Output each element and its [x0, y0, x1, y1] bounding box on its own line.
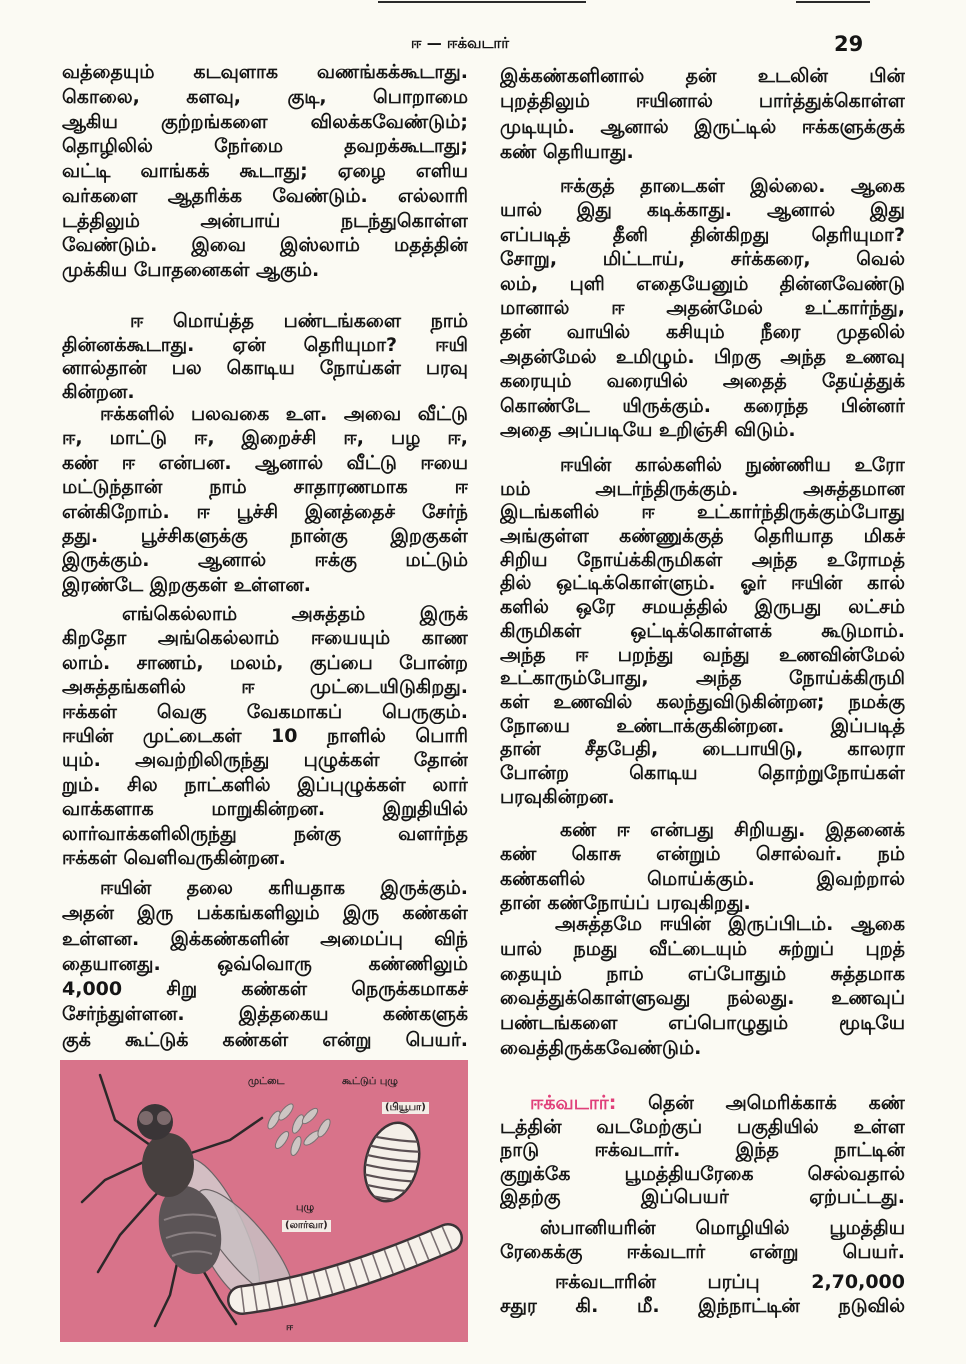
text-line: ரேகைக்கு ஈக்வடார் என்று பெயர்.	[500, 1241, 905, 1263]
paragraph	[62, 602, 468, 870]
paragraph	[62, 310, 468, 405]
text-line: யால் நமது வீட்டையும் சுற்றுப் புறத்	[500, 937, 905, 960]
text-line: குறுக்கே பூமத்தியரேகை செல்வதால்	[500, 1162, 905, 1185]
text-line: அங்குள்ள கண்ணுக்குத் தெரியாத மிகச்	[500, 525, 905, 548]
text-line: போன்ற கொடிய தொற்றுநோய்கள்	[500, 761, 905, 784]
text-line: குக் கூட்டுக் கண்கள் என்று பெயர்.	[62, 1028, 468, 1051]
paragraph	[500, 64, 905, 165]
text-line: நோயை உண்டாக்குகின்றன. இப்படித்	[500, 714, 905, 737]
text-line: தையானது. ஒவ்வொரு கண்ணிலும்	[62, 952, 468, 975]
text-line: வத்தையும் கடவுளாக வணங்கக்கூடாது.	[62, 61, 468, 83]
text-line: கொண்டே யிருக்கும். கரைந்த பின்னர்	[500, 394, 905, 417]
text-line: ஈக்களில் பலவகை உள. அவை வீட்டு	[100, 403, 468, 425]
text-line: அந்த ஈ பறந்து வந்து உணவின்மேல்	[500, 643, 905, 666]
text-line: ஆகிய குற்றங்களை விலக்கவேண்டும்;	[62, 110, 468, 133]
text-line: சதுர கி. மீ. இந்நாட்டின் நடுவில்	[500, 1295, 905, 1317]
text-line: யும். அவற்றிலிருந்து புழுக்கள் தோன்	[62, 749, 468, 772]
text-line: கண் ஈ என்பது சிறியது. இதனைக்	[560, 819, 905, 841]
text-line: இக்கண்களினால் தன் உடலின் பின்	[500, 65, 905, 87]
text-line: தான் சீதபேதி, டைபாயிடு, காலரா	[500, 738, 905, 761]
text-line: னால்தான் பல கொடிய நோய்கள் பரவு	[62, 357, 468, 380]
text-line: ஸ்பானியரின் மொழியில் பூமத்திய	[540, 1217, 905, 1239]
text-line: புறத்திலும் ஈயினால் பார்த்துக்கொள்ள	[500, 90, 905, 113]
text-line: ஈ, மாட்டு ஈ, இறைச்சி ஈ, பழ ஈ,	[62, 427, 468, 450]
text-line: சிறிய நோய்க்கிருமிகள் அந்த உரோமத்	[500, 548, 905, 571]
text-line: ஈ மொய்த்த பண்டங்களை நாம்	[130, 310, 468, 332]
text-line: வட்டி வாங்கக் கூடாது; ஏழை எளிய	[62, 160, 468, 182]
pupa-label: கூட்டுப் புழு	[342, 1076, 398, 1087]
text-line: லம், புளி எதையேனும் தின்னவேண்டு	[500, 272, 905, 295]
paragraph	[500, 818, 905, 915]
text-line: லாம். சாணம், மலம், குப்பை போன்ற	[62, 651, 468, 674]
text-line: கண் கொசு என்றும் சொல்வர். நம்	[500, 843, 905, 866]
text-line: மம் அடர்ந்திருக்கும். அசுத்தமான	[500, 477, 905, 500]
text-line: வைத்திருக்கவேண்டும்.	[500, 1036, 702, 1059]
text-line: டத்திலும் அன்பாய் நடந்துகொள்ள	[62, 209, 468, 232]
text-line: அதன் இரு பக்கங்களிலும் இரு கண்கள்	[62, 902, 468, 925]
text-line: பரவுகின்றன.	[500, 785, 615, 808]
egg-label: முட்டை	[248, 1076, 285, 1087]
entry-heading: ஈக்வடார்:	[530, 1092, 617, 1114]
paragraph	[500, 1270, 905, 1318]
text-line: வைத்துக்கொள்ளுவது நல்லது. உணவுப்	[500, 987, 905, 1010]
text-line: நாடு ஈக்வடார். இந்த நாட்டின்	[500, 1139, 905, 1161]
text-line: முக்கிய போதனைகள் ஆகும்.	[62, 259, 320, 281]
paragraph	[62, 60, 468, 283]
text-line: றும். சில நாட்களில் இப்புழுக்கள் லார்	[62, 773, 468, 796]
paragraph	[62, 876, 468, 1053]
text-line: கின்றன.	[62, 381, 135, 404]
text-line: சேர்ந்துள்ளன. இத்தகைய கண்களுக்	[62, 1003, 468, 1026]
text-line: லார்வாக்களிலிருந்து நன்கு வளர்ந்த	[62, 822, 468, 845]
paragraph	[62, 402, 468, 597]
text-line: அசுத்தங்களில் ஈ முட்டையிடுகிறது.	[62, 676, 468, 699]
text-line: கரையும் வரையில் அதைத் தேய்த்துக்	[500, 370, 905, 393]
text-line: கள் உணவில் கலந்துவிடுகின்றன; நமக்கு	[500, 690, 905, 713]
running-header: ஈ — ஈக்வடார்	[410, 34, 510, 52]
entry-first-line-text: தென் அமெரிக்காக் கண்	[648, 1092, 905, 1114]
text-line: எப்படித் தீனி தின்கிறது தெரியுமா?	[500, 223, 905, 246]
pupa-drawing	[355, 1117, 430, 1208]
text-line: என்கிறோம். ஈ பூச்சி இனத்தைச் சேர்ந்	[62, 500, 468, 523]
text-line: தில் ஒட்டிக்கொள்ளும். ஓர் ஈயின் கால்	[500, 572, 905, 595]
text-line: வாக்களாக மாறுகின்றன. இறுதியில்	[62, 798, 468, 821]
fly-label: ஈ	[286, 1322, 294, 1333]
text-line: தது. பூச்சிகளுக்கு நான்கு இறகுகள்	[62, 524, 468, 547]
text-line: யால் இது கடிக்காது. ஆனால் இது	[500, 199, 905, 222]
text-line: அதை அப்படியே உறிஞ்சி விடும்.	[500, 418, 796, 441]
text-line: இரண்டே இறகுகள் உள்ளன.	[62, 573, 311, 596]
text-line: தன் வாயில் கசியும் நீரை முதலில்	[500, 321, 905, 344]
eggs-drawing	[266, 1102, 333, 1157]
text-line: கண் தெரியாது.	[500, 140, 634, 163]
pupa-term-label: (பியூபா)	[382, 1102, 429, 1114]
text-line: இருக்கும். ஆனால் ஈக்கு மட்டும்	[62, 549, 468, 572]
text-line: தின்னக்கூடாது. ஏன் தெரியுமா? ஈயி	[62, 333, 468, 356]
paragraph	[500, 912, 905, 1061]
text-line: கொலை, களவு, குடி, பொறாமை	[62, 85, 468, 108]
text-line: இதற்கு இப்பெயர் ஏற்பட்டது.	[500, 1186, 905, 1208]
text-line: உள்ளன. இக்கண்களின் அமைப்பு விந்	[62, 927, 468, 950]
fly-life-cycle-illustration	[60, 1060, 468, 1342]
text-line: கிறதோ அங்கெல்லாம் ஈயையும் காண	[62, 627, 468, 650]
text-line: தான் கண்நோய்ப் பரவுகிறது.	[500, 891, 751, 914]
larva-term-label: (லார்வா)	[282, 1220, 331, 1232]
text-line: ஈக்கள் வெகு வேகமாகப் பெருகும்.	[62, 700, 468, 723]
text-line: கண் ஈ என்பன. ஆனால் வீட்டு ஈயை	[62, 451, 468, 474]
text-line: அசுத்தமே ஈயின் இருப்பிடம். ஆகை	[555, 913, 905, 935]
text-line: ஈக்குத் தாடைகள் இல்லை. ஆகை	[560, 175, 905, 197]
top-rule	[796, 1, 870, 3]
entry-ecuador	[500, 1092, 905, 1210]
text-line: கிருமிகள் ஒட்டிக்கொள்ளக் கூடுமாம்.	[500, 619, 905, 642]
text-line: முடியும். ஆனால் இருட்டில் ஈக்களுக்குக்	[500, 115, 905, 138]
text-line: மானால் ஈ அதன்மேல் உட்கார்ந்து,	[500, 296, 905, 319]
entry-lines	[500, 1116, 905, 1210]
text-line: டத்தின் வடமேற்குப் பகுதியில் உள்ள	[500, 1115, 905, 1138]
text-line: இடங்களில் ஈ உட்கார்ந்திருக்கும்போது	[500, 501, 905, 524]
text-line: தையும் நாம் எப்போதும் சுத்தமாக	[500, 962, 905, 985]
text-line: உட்காரும்போது, அந்த நோய்க்கிருமி	[500, 667, 905, 690]
text-line: ஈயின் முட்டைகள் 10 நாளில் பொரி	[62, 724, 468, 747]
text-line: ஈயின் தலை கரியதாக இருக்கும்.	[100, 877, 468, 899]
text-line: சோறு, மிட்டாய், சர்க்கரை, வெல்	[500, 248, 905, 271]
text-line: வர்களை ஆதரிக்க வேண்டும். எல்லாரி	[62, 184, 468, 207]
text-line	[500, 1092, 905, 1116]
paragraph	[500, 174, 905, 442]
text-line: ஈயின் கால்களில் நுண்ணிய உரோ	[560, 454, 905, 476]
larva-label: புழு	[296, 1202, 315, 1213]
text-line: தொழிலில் நேர்மை தவறக்கூடாது;	[62, 135, 468, 158]
paragraph	[500, 1216, 905, 1264]
text-line: களில் ஒரே சமயத்தில் இருபது லட்சம்	[500, 596, 905, 619]
text-line: கண்களில் மொய்க்கும். இவற்றால்	[500, 867, 905, 890]
top-rule	[378, 1, 586, 3]
text-line: அதன்மேல் உமிழும். பிறகு அந்த உணவு	[500, 345, 905, 368]
text-line: பண்டங்களை எப்பொழுதும் மூடியே	[500, 1012, 905, 1035]
text-line: ஈக்கள் வெளிவருகின்றன.	[62, 846, 286, 869]
paragraph	[500, 454, 905, 809]
text-line: எங்கெல்லாம் அசுத்தம் இருக்	[122, 603, 468, 625]
text-line: ஈக்வடாரின் பரப்பு 2,70,000	[555, 1271, 905, 1293]
text-line: 4,000 சிறு கண்கள் நெருக்கமாகச்	[62, 978, 468, 1001]
text-line: வேண்டும். இவை இஸ்லாம் மதத்தின்	[62, 234, 468, 257]
text-line: மட்டுந்தான் நாம் சாதாரணமாக ஈ	[62, 476, 468, 499]
page-number: 29	[834, 32, 864, 56]
